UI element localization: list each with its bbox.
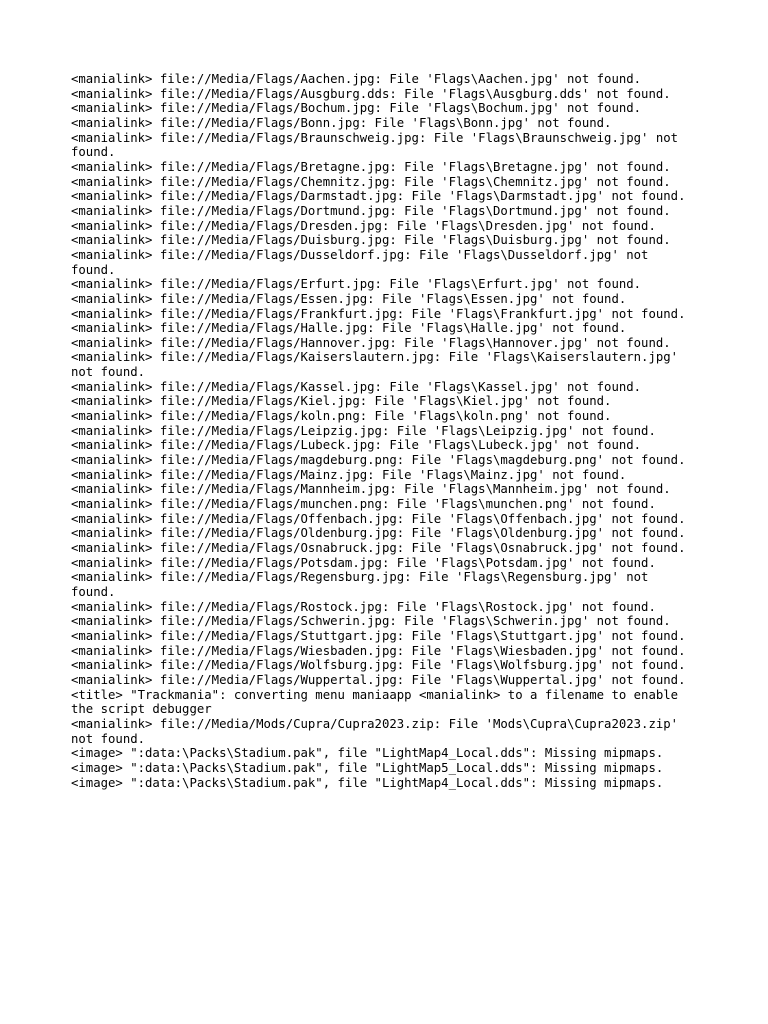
log-line: <manialink> file://Media/Flags/Schwerin.jpg: File 'Flags\Schwerin.jpg' not found. <box>71 614 671 629</box>
log-line: <manialink> file://Media/Flags/Wuppertal.jpg: File 'Flags\Wuppertal.jpg' not found. <box>71 672 686 687</box>
log-line: <manialink> file://Media/Flags/magdeburg.png: File 'Flags\magdeburg.png' not found. <box>71 453 686 468</box>
log-line: <manialink> file://Media/Flags/Duisburg.jpg: File 'Flags\Duisburg.jpg' not found. <box>71 233 671 248</box>
document-page <box>71 72 711 790</box>
log-line: <manialink> file://Media/Flags/Wiesbaden.jpg: File 'Flags\Wiesbaden.jpg' not found. <box>71 643 686 658</box>
log-line: <manialink> file://Media/Flags/Essen.jpg: File 'Flags\Essen.jpg' not found. <box>71 291 627 306</box>
log-line: <manialink> file://Media/Flags/Kiel.jpg: File 'Flags\Kiel.jpg' not found. <box>71 394 612 409</box>
log-line: <manialink> file://Media/Flags/Kaiserslautern.jpg: File 'Flags\Kaiserslautern.jpg' not found. <box>71 350 679 380</box>
log-line: <manialink> file://Media/Flags/Hannover.jpg: File 'Flags\Hannover.jpg' not found. <box>71 335 671 350</box>
log-line: <manialink> file://Media/Flags/Bretagne.jpg: File 'Flags\Bretagne.jpg' not found. <box>71 159 671 174</box>
log-line: <manialink> file://Media/Flags/Oldenburg.jpg: File 'Flags\Oldenburg.jpg' not found. <box>71 526 686 541</box>
log-line: <manialink> file://Media/Flags/Regensburg.jpg: File 'Flags\Regensburg.jpg' not found. <box>71 570 649 599</box>
log-line: <manialink> file://Media/Flags/Wolfsburg.jpg: File 'Flags\Wolfsburg.jpg' not found. <box>71 658 686 673</box>
log-line: <manialink> file://Media/Flags/Stuttgart.jpg: File 'Flags\Stuttgart.jpg' not found. <box>71 628 686 643</box>
log-output <box>71 72 711 790</box>
log-line: <manialink> file://Media/Flags/Darmstadt.jpg: File 'Flags\Darmstadt.jpg' not found. <box>71 189 686 204</box>
log-line: <manialink> file://Media/Flags/Kassel.jpg: File 'Flags\Kassel.jpg' not found. <box>71 379 642 394</box>
log-line: <image> ":data:\Packs\Stadium.pak", file "LightMap4_Local.dds": Missing mipmaps. <box>71 746 664 761</box>
log-line: <image> ":data:\Packs\Stadium.pak", file "LightMap5_Local.dds": Missing mipmaps. <box>71 760 664 775</box>
log-line: <manialink> file://Media/Flags/munchen.png: File 'Flags\munchen.png' not found. <box>71 497 656 512</box>
log-line: <manialink> file://Media/Flags/Lubeck.jpg: File 'Flags\Lubeck.jpg' not found. <box>71 438 642 453</box>
log-line: <manialink> file://Media/Mods/Cupra/Cupra2023.zip: File 'Mods\Cupra\Cupra2023.zip' not found. <box>71 716 679 746</box>
log-line: <image> ":data:\Packs\Stadium.pak", file "LightMap4_Local.dds": Missing mipmaps. <box>71 775 664 790</box>
log-line: <manialink> file://Media/Flags/Erfurt.jpg: File 'Flags\Erfurt.jpg' not found. <box>71 277 642 292</box>
log-line: <manialink> file://Media/Flags/Dresden.jpg: File 'Flags\Dresden.jpg' not found. <box>71 218 656 233</box>
log-line: <manialink> file://Media/Flags/Potsdam.jpg: File 'Flags\Potsdam.jpg' not found. <box>71 555 656 570</box>
log-line: <manialink> file://Media/Flags/Halle.jpg: File 'Flags\Halle.jpg' not found. <box>71 321 627 336</box>
log-line: <manialink> file://Media/Flags/Ausgburg.dds: File 'Flags\Ausgburg.dds' not found. <box>71 86 671 101</box>
log-line: <manialink> file://Media/Flags/Rostock.jpg: File 'Flags\Rostock.jpg' not found. <box>71 599 656 614</box>
log-line: <manialink> file://Media/Flags/Mannheim.jpg: File 'Flags\Mannheim.jpg' not found. <box>71 482 671 497</box>
log-line: <manialink> file://Media/Flags/Osnabruck.jpg: File 'Flags\Osnabruck.jpg' not found. <box>71 541 686 555</box>
log-line: <manialink> file://Media/Flags/Dortmund.jpg: File 'Flags\Dortmund.jpg' not found. <box>71 203 671 218</box>
log-line: <manialink> file://Media/Flags/Dusseldorf.jpg: File 'Flags\Dusseldorf.jpg' not found. <box>71 247 649 277</box>
log-line: <manialink> file://Media/Flags/Offenbach.jpg: File 'Flags\Offenbach.jpg' not found. <box>71 511 686 526</box>
log-line: <manialink> file://Media/Flags/Braunschweig.jpg: File 'Flags\Braunschweig.jpg' not found. <box>71 130 679 160</box>
log-line: <manialink> file://Media/Flags/koln.png: File 'Flags\koln.png' not found. <box>71 409 612 424</box>
log-line: <manialink> file://Media/Flags/Frankfurt.jpg: File 'Flags\Frankfurt.jpg' not found. <box>71 306 686 321</box>
log-line: <manialink> file://Media/Flags/Leipzig.jpg: File 'Flags\Leipzig.jpg' not found. <box>71 423 656 438</box>
log-line: <manialink> file://Media/Flags/Bonn.jpg: File 'Flags\Bonn.jpg' not found. <box>71 115 612 130</box>
log-line: <manialink> file://Media/Flags/Aachen.jpg: File 'Flags\Aachen.jpg' not found. <box>71 72 642 86</box>
log-line: <manialink> file://Media/Flags/Mainz.jpg: File 'Flags\Mainz.jpg' not found. <box>71 467 627 482</box>
log-line: <manialink> file://Media/Flags/Chemnitz.jpg: File 'Flags\Chemnitz.jpg' not found. <box>71 174 671 189</box>
log-line: <title> "Trackmania": converting menu maniaapp <manialink> to a filename to enable the script debugger <box>71 687 679 717</box>
log-line: <manialink> file://Media/Flags/Bochum.jpg: File 'Flags\Bochum.jpg' not found. <box>71 101 642 116</box>
